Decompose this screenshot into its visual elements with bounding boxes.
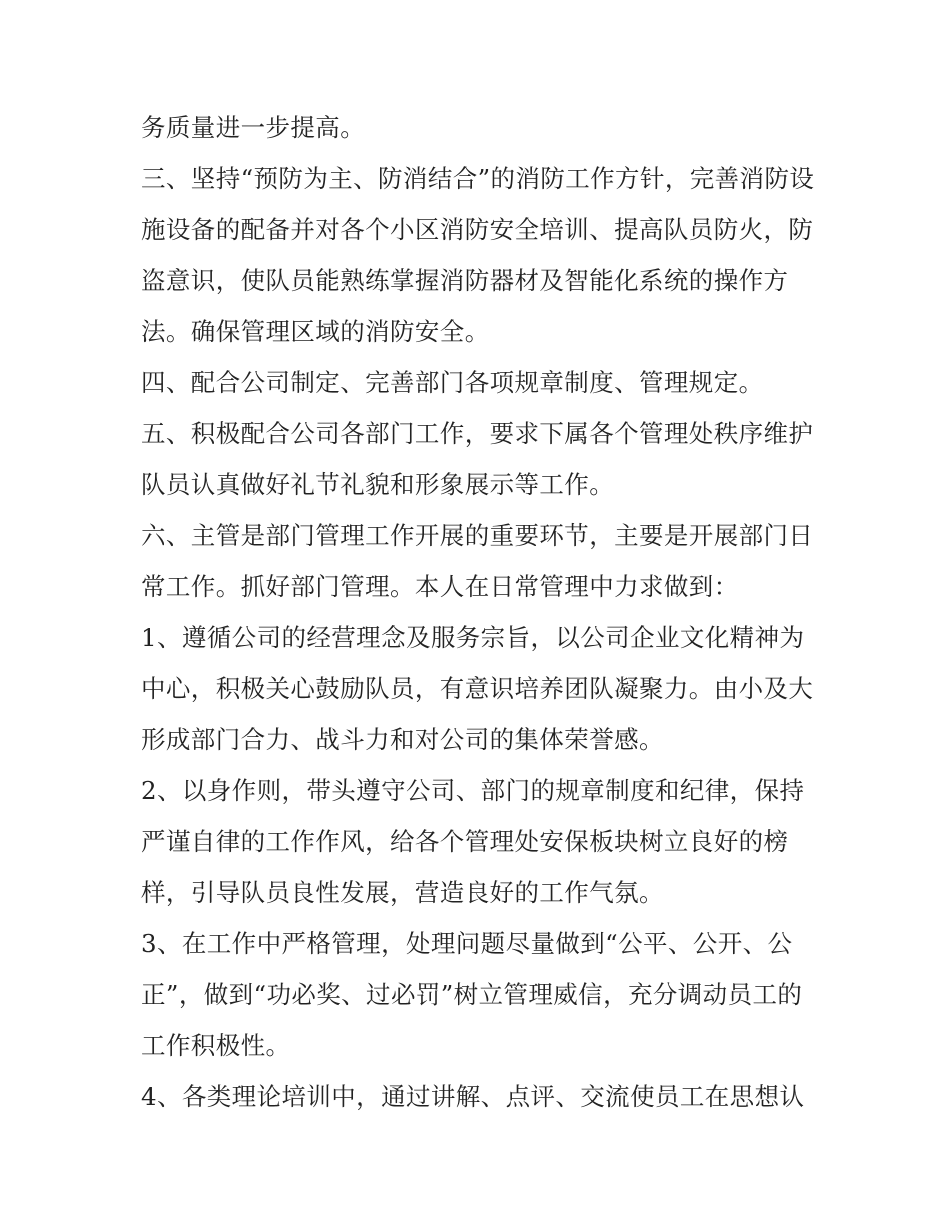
text-line: 1、遵循公司的经营理念及服务宗旨，以公司企业文化精神为 (141, 623, 805, 652)
text-line: 五、积极配合公司各部门工作，要求下属各个管理处秩序维护 (141, 419, 814, 448)
text-line: 正”，做到“功必奖、过必罚”树立管理威信，充分调动员工的 (141, 980, 803, 1009)
text-line: 工作积极性。 (141, 1031, 291, 1060)
text-line: 严谨自律的工作作风，给各个管理处安保板块树立良好的榜 (141, 827, 789, 856)
text-line: 3、在工作中严格管理，处理问题尽量做到“公平、公开、公 (141, 929, 793, 958)
text-line: 三、坚持“预防为主、防消结合”的消防工作方针，完善消防设 (141, 164, 815, 193)
text-line: 六、主管是部门管理工作开展的重要环节，主要是开展部门日 (141, 521, 814, 550)
text-line: 样，引导队员良性发展，营造良好的工作气氛。 (141, 878, 664, 907)
text-line: 务质量进一步提高。 (141, 113, 366, 142)
text-line: 2、以身作则，带头遵守公司、部门的规章制度和纪律，保持 (141, 776, 805, 805)
text-line: 4、各类理论培训中，通过讲解、点评、交流使员工在思想认 (141, 1082, 805, 1111)
text-line: 四、配合公司制定、完善部门各项规章制度、管理规定。 (141, 368, 764, 397)
text-line: 形成部门合力、战斗力和对公司的集体荣誉感。 (141, 725, 664, 754)
text-line: 队员认真做好礼节礼貌和形象展示等工作。 (141, 470, 615, 499)
text-line: 法。确保管理区域的消防安全。 (141, 317, 490, 346)
text-line: 盗意识，使队员能熟练掌握消防器材及智能化系统的操作方 (141, 266, 789, 295)
text-line: 中心，积极关心鼓励队员，有意识培养团队凝聚力。由小及大 (141, 674, 814, 703)
text-line: 施设备的配备并对各个小区消防安全培训、提高队员防火，防 (141, 215, 814, 244)
text-line: 常工作。抓好部门管理。本人在日常管理中力求做到： (141, 572, 739, 601)
